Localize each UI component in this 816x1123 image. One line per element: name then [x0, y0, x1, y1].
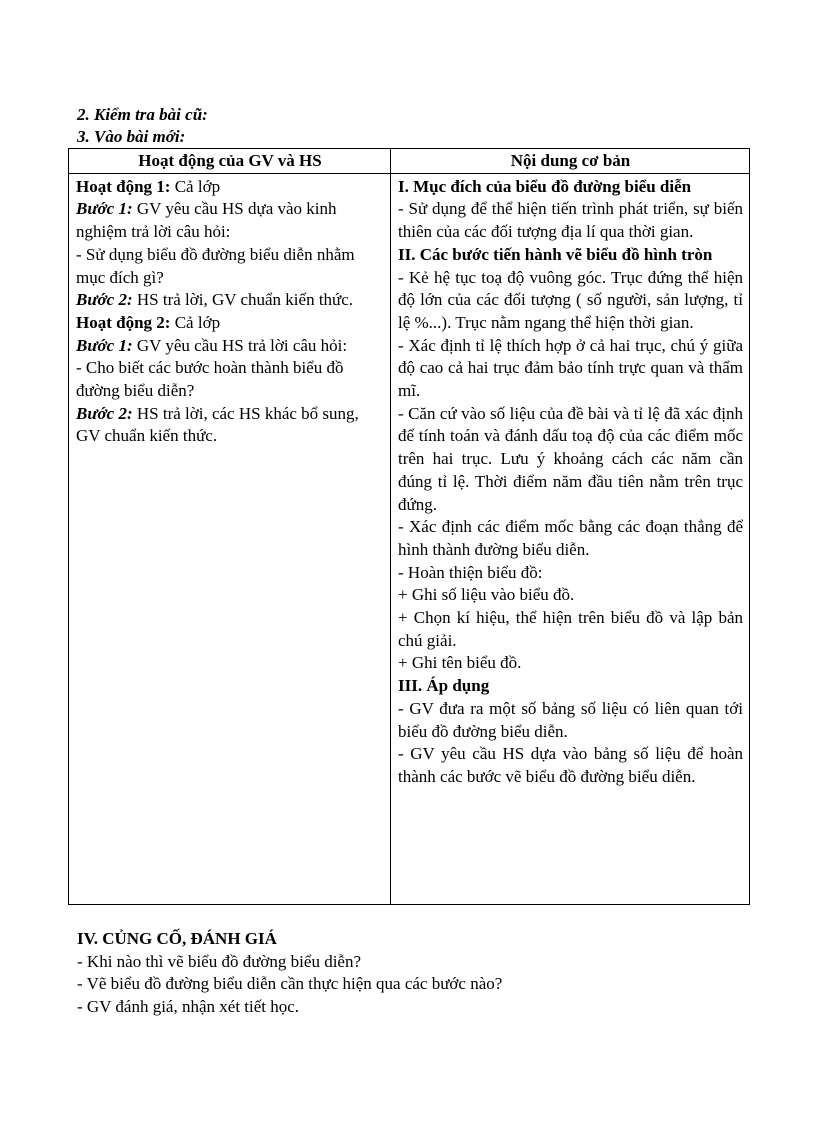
step-1b-text: GV yêu cầu HS trả lời câu hỏi:: [132, 335, 348, 355]
activity-1-label: Hoạt động 1:: [76, 176, 171, 196]
section-1-para: - Sử dụng để thể hiện tiến trình phát triển, sự biến thiên của các đối tượng địa lí qua thời gian.: [398, 199, 743, 242]
activity-2-label: Hoạt động 2:: [76, 312, 171, 332]
step-2-label: Bước 2:: [76, 290, 133, 310]
step-1-label: Bước 1:: [76, 199, 133, 219]
header-noi-dung: Nội dung cơ bản: [391, 149, 750, 174]
section-2-para-7: + Chọn kí hiệu, thể hiện trên biểu đồ và lập bản chú giải.: [398, 608, 743, 650]
table-header-row: [69, 149, 750, 174]
activity-1-text: Cả lớp: [170, 176, 221, 196]
activity-2-text: Cả lớp: [170, 312, 221, 332]
activity-1-line: [76, 176, 384, 199]
step-1-text: GV yêu cầu HS dựa vào kinh nghiệm trả lời câu hỏi:: [76, 199, 337, 242]
section-2-para-5: - Hoàn thiện biểu đồ:: [398, 562, 543, 582]
section-2-para-1: - Kẻ hệ tục toạ độ vuông góc. Trục đứng thể hiện độ lớn của các đối tượng ( số người, sản lượng, tỉ lệ %...). Trục nằm ngang thể hiện thời gian.: [398, 267, 743, 332]
lesson-table: [68, 148, 750, 905]
step-2-line: [76, 289, 384, 312]
activities-cell: [69, 173, 391, 904]
review-question-1: - Khi nào thì vẽ biểu đồ đường biểu diễn?: [77, 951, 362, 971]
question-2: - Cho biết các bước hoàn thành biểu đồ đường biểu diễn?: [76, 358, 344, 401]
section-2-para-6: + Ghi số liệu vào biểu đồ.: [398, 585, 575, 605]
section-3-para-2: - GV yêu cầu HS dựa vào bảng số liệu để hoàn thành các bước vẽ biểu đồ đường biểu diễn.: [398, 744, 743, 786]
section-2-para-3: - Căn cứ vào số liệu của đề bài và tỉ lệ đã xác định để tính toán và đánh dấu toạ độ của các điểm mốc trên hai trục. Lưu ý khoảng cách các năm cần đúng tỉ lệ. Thời điểm năm đầu tiên nằm trên trục đứng.: [398, 403, 743, 514]
heading-vao-bai-moi: 3. Vào bài mới:: [77, 127, 186, 146]
question-1: - Sử dụng biểu đồ đường biểu diễn nhằm mục đích gì?: [76, 244, 355, 287]
step-1b-label: Bước 1:: [76, 335, 133, 355]
section-2-para-4: - Xác định các điểm mốc bằng các đoạn thẳng để hình thành đường biểu diễn.: [398, 517, 743, 559]
section-1-title: I. Mục đích của biểu đồ đường biểu diễn: [398, 176, 692, 196]
review-question-2: - Vẽ biểu đồ đường biểu diễn cần thực hiện qua các bước nào?: [77, 974, 503, 994]
review-section: [77, 928, 502, 1019]
section-2-para-8: + Ghi tên biểu đồ.: [398, 653, 522, 673]
section-3-title: III. Áp dụng: [398, 676, 490, 696]
step-2b-label: Bước 2:: [76, 403, 133, 423]
review-title: IV. CỦNG CỐ, ĐÁNH GIÁ: [77, 929, 277, 948]
activity-2-line: [76, 312, 384, 335]
content-cell: [391, 173, 750, 904]
step-2b-line: [76, 403, 384, 448]
review-question-3: - GV đánh giá, nhận xét tiết học.: [77, 997, 300, 1017]
step-1b-line: [76, 335, 384, 358]
header-hoat-dong: Hoạt động của GV và HS: [69, 149, 391, 174]
section-2-para-2: - Xác định tỉ lệ thích hợp ở cả hai trục, chú ý giữa độ cao cả hai trục đảm bảo tính trực quan và thẩm mĩ.: [398, 335, 743, 401]
section-3-para-1: - GV đưa ra một số bảng số liệu có liên quan tới biểu đồ đường biểu diễn.: [398, 698, 743, 741]
section-2-title: II. Các bước tiến hành vẽ biểu đồ hình tròn: [398, 244, 713, 264]
table-body-row: [69, 173, 750, 904]
heading-kiem-tra-bai-cu: 2. Kiểm tra bài cũ:: [77, 105, 208, 124]
step-2-text: HS trả lời, GV chuẩn kiến thức.: [132, 290, 354, 310]
step-2b-text: HS trả lời, các HS khác bổ sung, GV chuẩn kiến thức.: [76, 403, 359, 446]
step-1-line: [76, 198, 384, 243]
